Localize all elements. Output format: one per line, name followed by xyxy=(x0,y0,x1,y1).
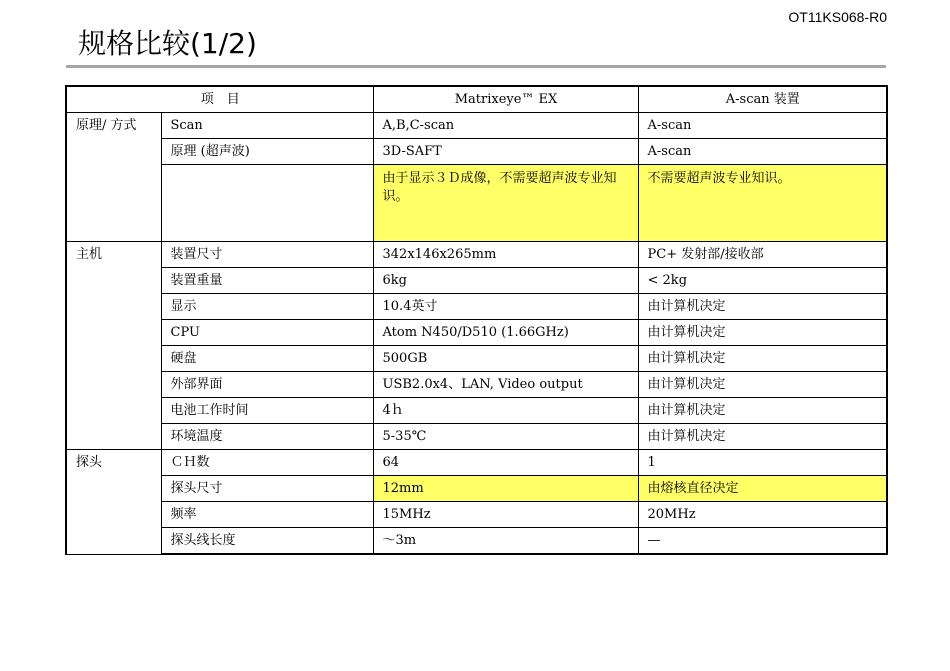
ascan-value: 由计算机决定 xyxy=(638,398,887,424)
table-row xyxy=(66,165,887,242)
column-header-matrixeye: Matrixeye™ EX xyxy=(373,86,638,113)
ascan-value-highlighted: 不需要超声波专业知识。 xyxy=(638,165,887,242)
table-row xyxy=(66,268,887,294)
group-label-main-unit: 主机 xyxy=(66,242,161,450)
column-header-item: 项 目 xyxy=(66,86,373,113)
document-code: OT11KS068-R0 xyxy=(788,9,887,25)
table-row xyxy=(66,139,887,165)
item-cell: 探头线长度 xyxy=(161,528,373,555)
ascan-value: 由计算机决定 xyxy=(638,424,887,450)
ascan-value: — xyxy=(638,528,887,555)
matrixeye-value: ～3m xyxy=(373,528,638,555)
item-cell xyxy=(161,165,373,242)
item-cell: 环境温度 xyxy=(161,424,373,450)
matrixeye-value: 4ｈ xyxy=(373,398,638,424)
ascan-value: 20MHz xyxy=(638,502,887,528)
item-cell: 装置重量 xyxy=(161,268,373,294)
matrixeye-value: USB2.0x4、LAN, Video output xyxy=(373,372,638,398)
matrixeye-value: A,B,C-scan xyxy=(373,113,638,139)
ascan-value-highlighted: 由熔核直径决定 xyxy=(638,476,887,502)
matrixeye-value: Atom N450/D510 (1.66GHz) xyxy=(373,320,638,346)
table-row xyxy=(66,424,887,450)
item-cell: ＣＨ数 xyxy=(161,450,373,476)
table-row xyxy=(66,502,887,528)
table-row xyxy=(66,242,887,268)
item-cell: Scan xyxy=(161,113,373,139)
ascan-value: 由计算机决定 xyxy=(638,294,887,320)
group-label-principle: 原理/ 方式 xyxy=(66,113,161,242)
item-cell: 电池工作时间 xyxy=(161,398,373,424)
table-row xyxy=(66,476,887,502)
item-cell: 硬盘 xyxy=(161,346,373,372)
ascan-value: < 2kg xyxy=(638,268,887,294)
table-row xyxy=(66,372,887,398)
table-header-row xyxy=(66,86,887,113)
item-cell: 显示 xyxy=(161,294,373,320)
matrixeye-value: 10.4英寸 xyxy=(373,294,638,320)
group-label-probe: 探头 xyxy=(66,450,161,555)
matrixeye-value: 5-35℃ xyxy=(373,424,638,450)
column-header-ascan: A-scan 装置 xyxy=(638,86,887,113)
item-cell: 原理 (超声波) xyxy=(161,139,373,165)
table-row xyxy=(66,294,887,320)
ascan-value: A-scan xyxy=(638,139,887,165)
matrixeye-value: 64 xyxy=(373,450,638,476)
table-row xyxy=(66,398,887,424)
item-cell: 外部界面 xyxy=(161,372,373,398)
matrixeye-value-highlighted: 12mm xyxy=(373,476,638,502)
matrixeye-value: 500GB xyxy=(373,346,638,372)
ascan-value: 由计算机决定 xyxy=(638,346,887,372)
ascan-value: PC+ 发射部/接收部 xyxy=(638,242,887,268)
item-cell: 频率 xyxy=(161,502,373,528)
table-row xyxy=(66,450,887,476)
matrixeye-value-highlighted: 由于显示３Ｄ成像，不需要超声波专业知识。 xyxy=(373,165,638,242)
item-cell: 探头尺寸 xyxy=(161,476,373,502)
page-title: 规格比较(1/2) xyxy=(78,27,257,60)
table-row xyxy=(66,113,887,139)
item-cell: CPU xyxy=(161,320,373,346)
title-divider xyxy=(66,65,886,68)
ascan-value: 1 xyxy=(638,450,887,476)
table-row xyxy=(66,346,887,372)
ascan-value: 由计算机决定 xyxy=(638,320,887,346)
matrixeye-value: 6kg xyxy=(373,268,638,294)
matrixeye-value: 3D-SAFT xyxy=(373,139,638,165)
matrixeye-value: 342x146x265mm xyxy=(373,242,638,268)
table-row xyxy=(66,320,887,346)
ascan-value: A-scan xyxy=(638,113,887,139)
spec-comparison-table xyxy=(65,85,888,555)
ascan-value: 由计算机决定 xyxy=(638,372,887,398)
item-cell: 装置尺寸 xyxy=(161,242,373,268)
table-row xyxy=(66,528,887,555)
matrixeye-value: 15MHz xyxy=(373,502,638,528)
